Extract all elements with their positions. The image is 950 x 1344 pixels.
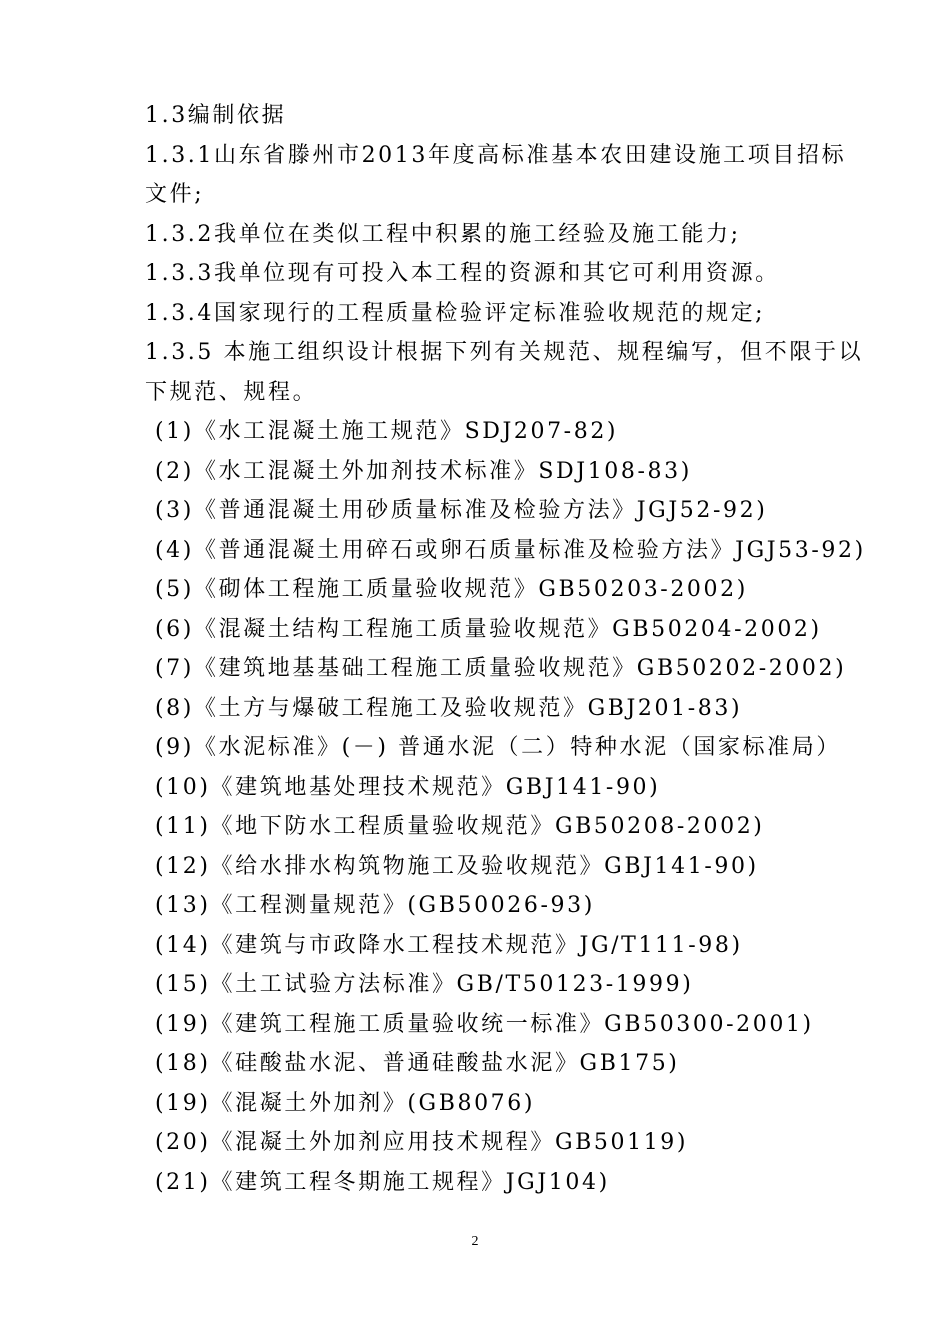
reference-item: (9)《水泥标准》(－) 普通水泥（二）特种水泥（国家标准局） xyxy=(155,735,841,760)
reference-item: (5)《砌体工程施工质量验收规范》GB50203-2002) xyxy=(155,577,748,602)
reference-item: (12)《给水排水构筑物施工及验收规范》GBJ141-90) xyxy=(155,853,759,879)
reference-item: (2)《水工混凝土外加剂技术标准》SDJ108-83) xyxy=(155,458,692,484)
reference-item: (10)《建筑地基处理技术规范》GBJ141-90) xyxy=(155,774,661,800)
basis-item-3: 1.3.3我单位现有可投入本工程的资源和其它可利用资源。 xyxy=(145,261,780,286)
reference-item: (19)《建筑工程施工质量验收统一标准》GB50300-2001) xyxy=(155,1011,814,1037)
reference-item: (21)《建筑工程冬期施工规程》JGJ104) xyxy=(155,1169,610,1195)
basis-item-1: 1.3.1山东省滕州市2013年度高标准基本农田建设施工项目招标文件; xyxy=(145,142,847,207)
reference-item: (13)《工程测量规范》(GB50026-93) xyxy=(155,893,595,918)
reference-item: (15)《土工试验方法标准》GB/T50123-1999) xyxy=(155,972,694,997)
reference-item: (7)《建筑地基基础工程施工质量验收规范》GB50202-2002) xyxy=(155,656,847,681)
basis-item-4: 1.3.4国家现行的工程质量检验评定标准验收规范的规定; xyxy=(145,300,766,326)
reference-item: (3)《普通混凝土用砂质量标准及检验方法》JGJ52-92) xyxy=(155,498,768,523)
reference-item: (18)《硅酸盐水泥、普通硅酸盐水泥》GB175) xyxy=(155,1051,680,1076)
reference-item: (11)《地下防水工程质量验收规范》GB50208-2002) xyxy=(155,814,765,839)
body-text xyxy=(145,96,865,1202)
page-number: 2 xyxy=(471,1234,479,1249)
reference-list xyxy=(145,412,865,1202)
section-heading: 1.3编制依据 xyxy=(145,103,287,128)
reference-item: (6)《混凝土结构工程施工质量验收规范》GB50204-2002) xyxy=(155,616,822,642)
basis-item-2: 1.3.2我单位在类似工程中积累的施工经验及施工能力; xyxy=(145,221,741,247)
reference-item: (4)《普通混凝土用碎石或卵石质量标准及检验方法》JGJ53-92) xyxy=(155,537,866,563)
reference-item: (1)《水工混凝土施工规范》SDJ207-82) xyxy=(155,419,619,444)
reference-item: (8)《土方与爆破工程施工及验收规范》GBJ201-83) xyxy=(155,695,743,721)
reference-item: (19)《混凝土外加剂》(GB8076) xyxy=(155,1090,536,1116)
reference-item: (20)《混凝土外加剂应用技术规程》GB50119) xyxy=(155,1130,689,1155)
basis-item-5: 1.3.5 本施工组织设计根据下列有关规范、规程编写，但不限于以下规范、规程。 xyxy=(145,340,864,405)
reference-item: (14)《建筑与市政降水工程技术规范》JG/T111-98) xyxy=(155,932,743,958)
